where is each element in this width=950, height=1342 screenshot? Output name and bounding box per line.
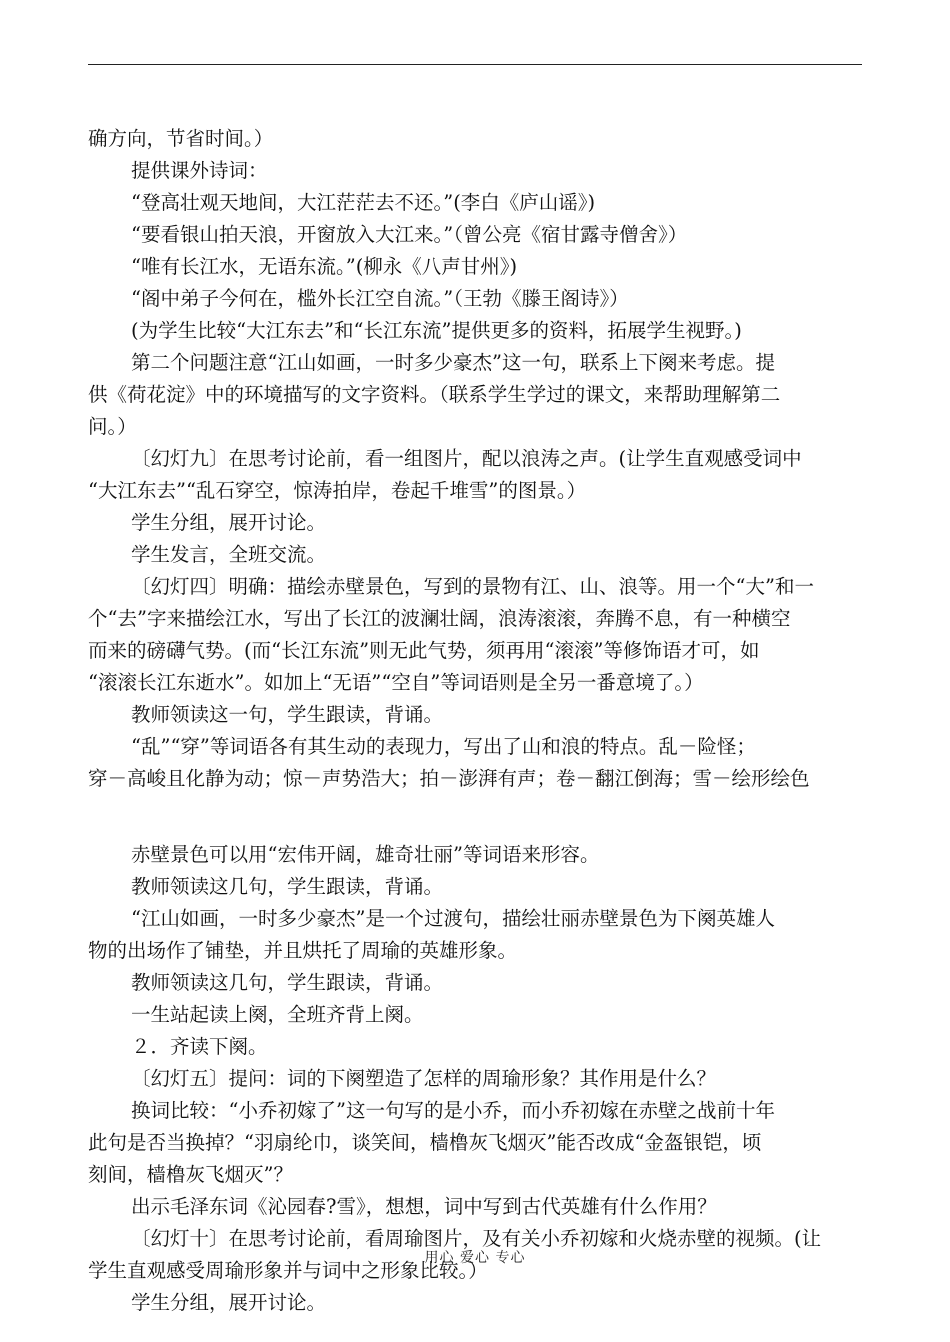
text-line: 刻间，樯橹灰飞烟灭”？ bbox=[88, 1163, 293, 1186]
paragraph-block-lower bbox=[88, 839, 868, 1319]
text-line: 〔幻灯十〕在思考讨论前，看周瑜图片，及有关小乔初嫁和火烧赤壁的视频。(让 bbox=[131, 1227, 822, 1250]
text-line: 学生发言，全班交流。 bbox=[131, 543, 327, 566]
text-line: “滚滚长江东逝水”。如加上“无语”“空自”等词语则是全另一番意境了。） bbox=[88, 671, 704, 694]
text-line: 穿－高峻且化静为动；惊－声势浩大；拍－澎湃有声；卷－翻江倒海；雪－绘形绘色 bbox=[88, 767, 810, 790]
text-line: 一生站起读上阕，全班齐背上阕。 bbox=[131, 1003, 424, 1026]
text-line: 此句是否当换掉？“羽扇纶巾，谈笑间，樯橹灰飞烟灭”能否改成“金盔银铠，顷 bbox=[88, 1131, 762, 1154]
text-line: 〔幻灯四〕明确：描绘赤壁景色，写到的景物有江、山、浪等。用一个“大”和一 bbox=[131, 575, 814, 598]
text-line: 换词比较：“小乔初嫁了”这一句写的是小乔，而小乔初嫁在赤壁之战前十年 bbox=[131, 1099, 775, 1122]
text-line: 学生分组，展开讨论。 bbox=[131, 511, 327, 534]
text-line: ２．齐读下阕。 bbox=[131, 1035, 268, 1058]
text-line: 赤壁景色可以用“宏伟开阔，雄奇壮丽”等词语来形容。 bbox=[131, 843, 600, 866]
text-line: “江山如画，一时多少豪杰”是一个过渡句，描绘壮丽赤壁景色为下阕英雄人 bbox=[131, 907, 775, 930]
document-body bbox=[88, 123, 868, 1319]
text-line: 教师领读这几句，学生跟读，背诵。 bbox=[131, 971, 444, 994]
text-line: 〔幻灯九〕在思考讨论前，看一组图片，配以浪涛之声。(让学生直观感受词中 bbox=[131, 447, 802, 470]
text-line: “大江东去”“乱石穿空，惊涛拍岸，卷起千堆雪”的图景。） bbox=[88, 479, 587, 502]
page-footer: 用心 爱心 专心 bbox=[424, 1250, 526, 1266]
text-line: 个“去”字来描绘江水，写出了长江的波澜壮阔，浪涛滚滚，奔腾不息，有一种横空 bbox=[88, 607, 791, 630]
text-line: “乱”“穿”等词语各有其生动的表现力，写出了山和浪的特点。乱－险怪； bbox=[131, 735, 756, 758]
paragraph-block-upper bbox=[88, 123, 868, 795]
text-line: (为学生比较“大江东去”和“长江东流”提供更多的资料，拓展学生视野。) bbox=[131, 319, 742, 342]
text-line: 问。） bbox=[88, 415, 137, 438]
text-line: 提供课外诗词： bbox=[131, 159, 268, 182]
text-line: 物的出场作了铺垫，并且烘托了周瑜的英雄形象。 bbox=[88, 939, 518, 962]
text-line: 〔幻灯五〕提问：词的下阕塑造了怎样的周瑜形象？其作用是什么？ bbox=[131, 1067, 717, 1090]
text-line: “登高壮观天地间，大江茫茫去不还。”(李白《庐山谣》) bbox=[131, 191, 596, 214]
text-line: 第二个问题注意“江山如画，一时多少豪杰”这一句，联系上下阕来考虑。提 bbox=[131, 351, 775, 374]
text-line: “阁中弟子今何在，槛外长江空自流。”（王勃《滕王阁诗》） bbox=[131, 287, 629, 310]
text-line: “唯有长江水，无语东流。”(柳永《八声甘州》) bbox=[131, 255, 518, 278]
text-line: 教师领读这一句，学生跟读，背诵。 bbox=[131, 703, 444, 726]
text-line: 而来的磅礴气势。(而“长江东流”则无此气势，须再用“滚滚”等修饰语才可，如 bbox=[88, 639, 760, 662]
text-line: 确方向，节省时间。） bbox=[88, 127, 274, 150]
header-rule bbox=[88, 64, 862, 65]
page-gap bbox=[88, 795, 868, 839]
text-line: 学生直观感受周瑜形象并与词中之形象比较。） bbox=[88, 1259, 488, 1282]
text-line: 供《荷花淀》中的环境描写的文字资料。（联系学生学过的课文，来帮助理解第二 bbox=[88, 383, 781, 406]
text-line: “要看银山拍天浪，开窗放入大江来。”（曾公亮《宿甘露寺僧舍》） bbox=[131, 223, 688, 246]
text-line: 出示毛泽东词《沁园春?雪》，想想，词中写到古代英雄有什么作用？ bbox=[131, 1195, 717, 1218]
text-line: 学生分组，展开讨论。 bbox=[131, 1291, 327, 1314]
text-line: 教师领读这几句，学生跟读，背诵。 bbox=[131, 875, 444, 898]
